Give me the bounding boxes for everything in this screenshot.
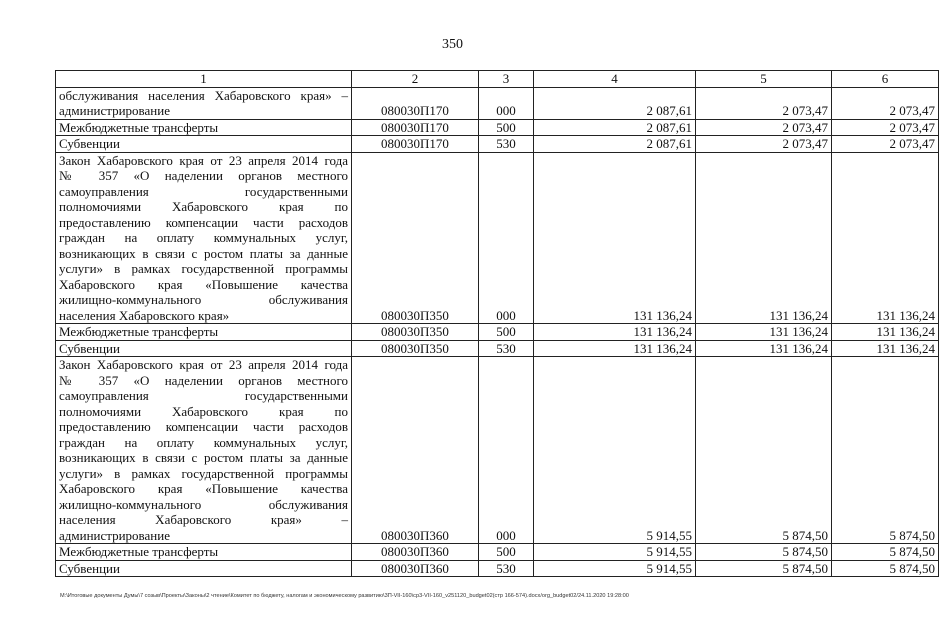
row-csr-cell: 080030П360 bbox=[352, 544, 479, 561]
row-value-2-cell: 5 874,50 bbox=[696, 544, 832, 561]
row-vr-cell: 530 bbox=[479, 340, 534, 357]
row-value-3-cell: 131 136,24 bbox=[832, 340, 939, 357]
table-row bbox=[56, 324, 939, 341]
table-row bbox=[56, 544, 939, 561]
row-value-3-cell: 5 874,50 bbox=[832, 560, 939, 577]
row-name-line: услуги» в рамках государственной программы bbox=[59, 465, 348, 481]
row-value-1-cell: 5 914,55 bbox=[534, 544, 696, 561]
row-value-1-cell: 131 136,24 bbox=[534, 324, 696, 341]
table-header-row bbox=[56, 71, 939, 88]
row-value-2-cell: 131 136,24 bbox=[696, 152, 832, 324]
row-vr-cell: 500 bbox=[479, 324, 534, 341]
row-name-cell bbox=[56, 544, 352, 561]
header-cell-1: 1 bbox=[56, 71, 352, 88]
row-value-3-cell: 5 874,50 bbox=[832, 544, 939, 561]
row-name-line: Хабаровского края «Повышение качества bbox=[59, 481, 348, 496]
table-row bbox=[56, 560, 939, 577]
row-name-line: № 357 «О наделении органов местного bbox=[59, 168, 348, 183]
row-value-1-cell: 5 914,55 bbox=[534, 560, 696, 577]
row-name-line: предоставлению компенсации части расходов bbox=[59, 419, 348, 434]
row-value-3-cell: 131 136,24 bbox=[832, 324, 939, 341]
row-name-line: населения Хабаровского края» – bbox=[59, 512, 348, 527]
header-cell-3: 3 bbox=[479, 71, 534, 88]
table-row bbox=[56, 119, 939, 136]
row-value-1-cell: 2 087,61 bbox=[534, 136, 696, 153]
row-name-line: граждан на оплату коммунальных услуг, bbox=[59, 434, 348, 450]
table-row bbox=[56, 152, 939, 324]
table-row bbox=[56, 357, 939, 544]
row-vr-cell: 530 bbox=[479, 136, 534, 153]
row-name-line: предоставлению компенсации части расходов bbox=[59, 214, 348, 230]
row-value-3-cell: 2 073,47 bbox=[832, 136, 939, 153]
row-name-line: жилищно-коммунального обслуживания bbox=[59, 496, 348, 512]
row-value-3-cell: 131 136,24 bbox=[832, 152, 939, 324]
row-name-cell bbox=[56, 357, 352, 544]
row-name-line: обслуживания населения Хабаровского края» – bbox=[59, 87, 348, 103]
row-name-line: полномочиями Хабаровского края по bbox=[59, 199, 348, 214]
row-csr-cell: 080030П170 bbox=[352, 119, 479, 136]
row-name-line: населения Хабаровского края» bbox=[59, 307, 230, 323]
row-name-line: возникающих в связи с ростом платы за данные bbox=[59, 245, 348, 261]
row-csr-cell: 080030П350 bbox=[352, 324, 479, 341]
row-value-2-cell: 5 874,50 bbox=[696, 357, 832, 544]
row-vr-cell: 000 bbox=[479, 152, 534, 324]
row-csr-cell: 080030П360 bbox=[352, 357, 479, 544]
row-value-1-cell: 2 087,61 bbox=[534, 87, 696, 119]
row-name-line: самоуправления государственными bbox=[59, 183, 348, 199]
row-name-line: возникающих в связи с ростом платы за данные bbox=[59, 450, 348, 465]
budget-table-body bbox=[56, 71, 939, 577]
row-name-line: администрирование bbox=[59, 103, 170, 118]
row-csr-cell: 080030П350 bbox=[352, 340, 479, 357]
row-vr-cell: 000 bbox=[479, 357, 534, 544]
header-cell-4: 4 bbox=[534, 71, 696, 88]
row-name-line: Закон Хабаровского края от 23 апреля 2014 года bbox=[59, 357, 348, 372]
row-csr-cell: 080030П360 bbox=[352, 560, 479, 577]
row-name-cell bbox=[56, 119, 352, 136]
row-value-1-cell: 131 136,24 bbox=[534, 340, 696, 357]
row-csr-cell: 080030П350 bbox=[352, 152, 479, 324]
row-vr-cell: 000 bbox=[479, 87, 534, 119]
row-name-cell bbox=[56, 324, 352, 341]
row-value-3-cell: 5 874,50 bbox=[832, 357, 939, 544]
row-vr-cell: 500 bbox=[479, 119, 534, 136]
row-name-cell bbox=[56, 136, 352, 153]
row-name-line: Субвенции bbox=[59, 340, 120, 356]
row-name-line: Субвенции bbox=[59, 136, 120, 151]
row-name-cell bbox=[56, 152, 352, 324]
header-cell-6: 6 bbox=[832, 71, 939, 88]
row-name-line: Межбюджетные трансферты bbox=[59, 119, 219, 135]
table-row bbox=[56, 87, 939, 119]
header-cell-5: 5 bbox=[696, 71, 832, 88]
row-name-line: граждан на оплату коммунальных услуг, bbox=[59, 230, 348, 245]
row-csr-cell: 080030П170 bbox=[352, 87, 479, 119]
row-name-line: самоуправления государственными bbox=[59, 388, 348, 403]
row-value-3-cell: 2 073,47 bbox=[832, 119, 939, 136]
row-vr-cell: 500 bbox=[479, 544, 534, 561]
row-name-line: № 357 «О наделении органов местного bbox=[59, 372, 348, 388]
row-name-cell bbox=[56, 560, 352, 577]
row-name-line: Межбюджетные трансферты bbox=[59, 324, 219, 339]
row-value-2-cell: 2 073,47 bbox=[696, 87, 832, 119]
row-value-3-cell: 2 073,47 bbox=[832, 87, 939, 119]
row-name-line: полномочиями Хабаровского края по bbox=[59, 403, 348, 419]
row-value-2-cell: 2 073,47 bbox=[696, 119, 832, 136]
budget-table bbox=[55, 70, 939, 577]
row-name-line: администрирование bbox=[59, 527, 170, 543]
row-value-1-cell: 2 087,61 bbox=[534, 119, 696, 136]
row-value-1-cell: 5 914,55 bbox=[534, 357, 696, 544]
row-value-2-cell: 131 136,24 bbox=[696, 340, 832, 357]
row-name-line: Субвенции bbox=[59, 560, 120, 576]
row-value-2-cell: 131 136,24 bbox=[696, 324, 832, 341]
header-cell-2: 2 bbox=[352, 71, 479, 88]
row-name-line: Межбюджетные трансферты bbox=[59, 544, 219, 559]
row-value-2-cell: 5 874,50 bbox=[696, 560, 832, 577]
row-name-cell bbox=[56, 340, 352, 357]
row-name-line: Хабаровского края «Повышение качества bbox=[59, 276, 348, 292]
row-name-line: Закон Хабаровского края от 23 апреля 2014 года bbox=[59, 152, 348, 168]
footer-file-path: M:\Итоговые документы Думы\7 созыв\Проекты\Законы\2 чтение\Комитет по бюджету, налогам и экономическому развитию\3П-VII-160\ср3-VII-160_v251120_budget02(стр 166-574).docx/org_budget02/24.11.2020 19:28:00 bbox=[60, 593, 629, 599]
row-name-cell bbox=[56, 87, 352, 119]
table-row bbox=[56, 136, 939, 153]
row-value-2-cell: 2 073,47 bbox=[696, 136, 832, 153]
row-name-line: услуги» в рамках государственной программы bbox=[59, 261, 348, 276]
row-csr-cell: 080030П170 bbox=[352, 136, 479, 153]
page-number: 350 bbox=[442, 37, 463, 52]
table-row bbox=[56, 340, 939, 357]
row-value-1-cell: 131 136,24 bbox=[534, 152, 696, 324]
row-vr-cell: 530 bbox=[479, 560, 534, 577]
row-name-line: жилищно-коммунального обслуживания bbox=[59, 292, 348, 307]
